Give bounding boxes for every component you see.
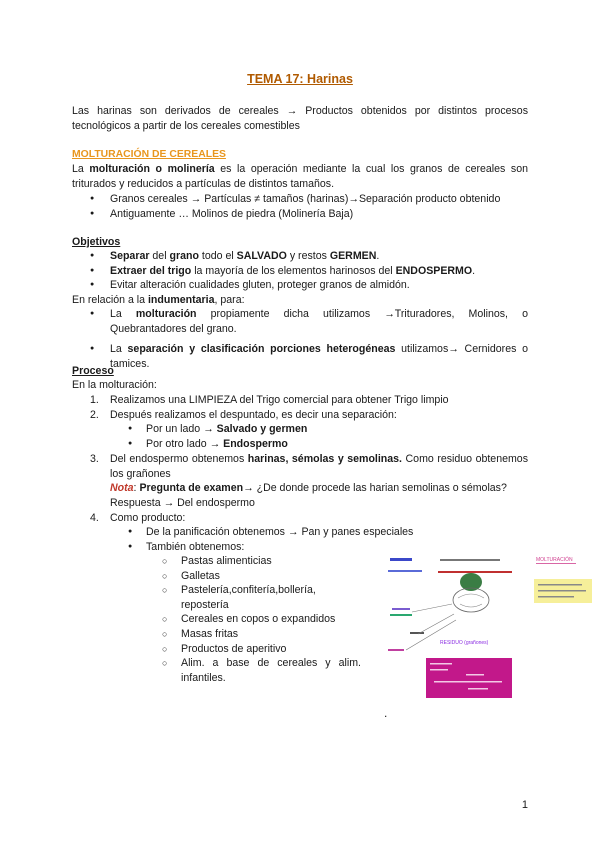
list-item: ● De la panificación obtenemos → Pan y panes especiales	[146, 525, 528, 540]
despuntado-bullets	[146, 422, 528, 451]
section-heading-objetivos: Objetivos	[72, 236, 121, 248]
list-item: ○ Galletas	[181, 569, 361, 584]
section-heading-molturacion: MOLTURACIÓN DE CEREALES	[72, 149, 226, 160]
molturacion-bullets	[110, 192, 528, 221]
list-item: ● Antiguamente … Molinos de piedra (Molinería Baja)	[110, 207, 528, 222]
list-item: ● Extraer del trigo la mayoría de los elementos harinosos del ENDOSPERMO.	[110, 264, 528, 279]
diagram-residuo-label: RESIDUO (grañones)	[440, 640, 489, 646]
diagram-text-line	[392, 608, 410, 610]
proceso-steps-continued	[90, 452, 528, 526]
proceso-lead: En la molturación:	[72, 379, 157, 391]
diagram-blue-label	[390, 558, 412, 561]
diagram-box-line	[466, 674, 484, 676]
products-list	[181, 554, 361, 685]
diagram-box-line	[434, 681, 502, 683]
list-item: 1. Realizamos una LIMPIEZA del Trigo comercial para obtener Trigo limpio	[90, 394, 449, 406]
list-item: 3. Del endospermo obtenemos harinas, sémolas y semolinas. Como residuo obtenemos los grañones	[90, 453, 528, 480]
page-title: TEMA 17: Harinas	[247, 72, 353, 86]
list-item: ● La separación y clasificación porciones heterogéneas utilizamos→ Cernidores o tamices.	[110, 342, 528, 371]
indumentaria-bullets	[110, 307, 528, 371]
stray-dot: .	[384, 706, 388, 720]
page-number: 1	[521, 799, 528, 811]
list-item: ● Por un lado → Salvado y germen	[146, 422, 528, 437]
section-heading-proceso: Proceso	[72, 365, 114, 377]
list-item: ● Separar del grano todo el SALVADO y restos GERMEN.	[110, 249, 528, 264]
objetivos-bullets	[110, 249, 528, 293]
diagram-text-line	[438, 571, 512, 573]
list-item: ○ Alim. a base de cereales y alim. infantiles.	[181, 656, 361, 685]
diagram-box-line	[468, 688, 488, 690]
indumentaria-lead: En relación a la indumentaria, para:	[72, 294, 245, 306]
diagram-note-line	[538, 590, 586, 592]
molturacion-definition: La molturación o molinería es la operación mediante la cual los granos de cereales son triturados y reducidos a partículas de distintos tamaños.	[72, 163, 528, 190]
list-item: ● Granos cereales → Partículas ≠ tamaños (harinas)→Separación producto obtenido	[110, 192, 528, 207]
diagram-note-line	[538, 584, 582, 586]
wheat-grain-detail	[458, 594, 484, 607]
diagram-text-line	[440, 559, 500, 561]
intro-paragraph: Las harinas son derivados de cereales → Productos obtenidos por distintos procesos tecnológicos a partir de los cereales comestibles	[72, 105, 528, 132]
diagram-text-line	[388, 649, 404, 651]
wheat-grain-drawing	[453, 588, 489, 612]
list-item: ● Evitar alteración cualidades gluten, proteger granos de almidón.	[110, 278, 528, 293]
diagram-box-line	[430, 669, 448, 671]
list-item: 2. Después realizamos el despuntado, es decir una separación:	[90, 408, 397, 421]
molturacion-diagram	[388, 552, 600, 702]
list-item: ● Por otro lado → Endospermo	[146, 437, 528, 452]
producto-bullets	[146, 525, 528, 554]
list-item: ○ Pastas alimenticias	[181, 554, 361, 569]
proceso-steps	[90, 393, 528, 422]
diagram-text-line	[390, 614, 412, 616]
list-item: ○ Masas fritas	[181, 627, 361, 642]
respuesta: Respuesta → Del endospermo	[110, 496, 255, 509]
diagram-box-line	[430, 663, 452, 665]
diagram-title-underline	[536, 563, 576, 564]
diagram-title: MOLTURACIÓN	[536, 557, 573, 563]
list-item: ● La molturación propiamente dicha utilizamos →Trituradores, Molinos, o Quebrantadores del grano.	[110, 307, 528, 336]
list-item: ○ Pastelería,confitería,bollería, repostería	[181, 583, 361, 612]
list-item: ● También obtenemos:	[146, 540, 528, 555]
list-item: 4. Como producto:	[90, 512, 186, 525]
list-item: ○ Productos de aperitivo	[181, 642, 361, 657]
list-item: ○ Cereales en copos o expandidos	[181, 612, 361, 627]
diagram-note-line	[538, 596, 574, 598]
nota-examen: Nota: Pregunta de examen→ ¿De donde procede las harian semolinas o sémolas?	[110, 482, 507, 495]
diagram-text-line	[410, 632, 424, 634]
diagram-blue-label	[388, 570, 422, 572]
